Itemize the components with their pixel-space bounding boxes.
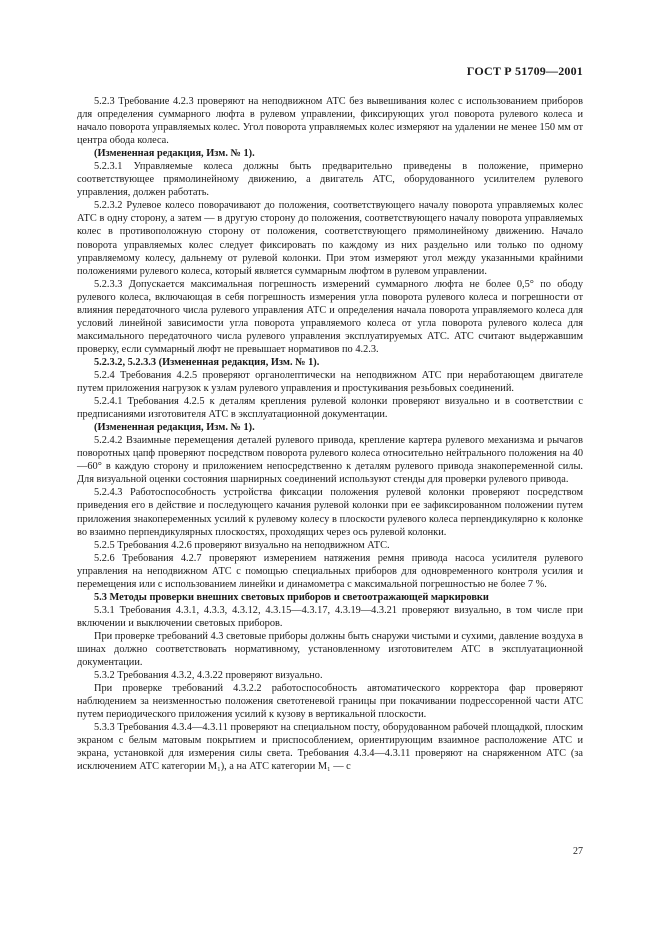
document-header: ГОСТ Р 51709—2001 [466,64,583,78]
paragraph: 5.3.3 Требования 4.3.4—4.3.11 проверяют на специальном посту, оборудованном рабочей площадкой, плоским экраном с белым матовым покрытием и приспособлением, ориентирующим взаимное расположение АТС и экрана, установкой для измерения силы света. Требования 4.3.4—4.3.11 проверяют на снаряженном АТС (за исключением АТС категории M₁), а на АТС категории M₁ — с [77,722,583,773]
paragraph: При проверке требований 4.3.2.2 работоспособность автоматического корректора фар проверяют наблюдением за неизменностью положения светотеневой границы при покачивании подрессоренной части АТС путем периодического приложения усилий к кузову в вертикальной плоскости. [77,683,583,721]
document-body [77,95,583,773]
page-number: 27 [573,846,583,857]
paragraph: 5.2.6 Требования 4.2.7 проверяют измерением натяжения ремня привода насоса усилителя рулевого управления на неподвижном АТС с помощью специальных приборов для одновременного контроля усилия и перемещения или с использованием линейки и динамометра с максимальной погрешностью не более 7 %. [77,552,583,590]
paragraph: 5.2.4.1 Требования 4.2.5 к деталям крепления рулевой колонки проверяют визуально и в соответствии с предписаниями изготовителя АТС в эксплуатационной документации. [77,396,583,421]
paragraph: 5.2.3.2 Рулевое колесо поворачивают до положения, соответствующего началу поворота управляемых колес АТС в одну сторону, а затем — в другую сторону до положения, соответствующего началу поворота управляемых колес в противоположную сторону от положения, соответствующего прямолинейному движению. Начало поворота управляемых колес следует фиксировать по каждому из них раздельно или только по одному управляемому колесу, дальнему от рулевой колонки. При этом измеряют угол между указанными крайними положениями рулевого колеса, который является суммарным люфтом в рулевом управлении. [77,200,583,277]
paragraph: 5.2.4 Требования 4.2.5 проверяют органолептически на неподвижном АТС при неработающем двигателе путем приложения нагрузок к узлам рулевого управления и простукивания резьбовых соединений. [77,369,583,395]
paragraph: 5.2.3.3 Допускается максимальная погрешность измерений суммарного люфта не более 0,5° по ободу рулевого колеса, включающая в себя погрешность измерения угла поворота рулевого колеса и погрешности от влияния передаточного числа рулевого управления АТС и определения начала поворота управляемого колеса для условий линейной зависимости угла поворота управляемого колеса от угла поворота рулевого колеса для максимального передаточного числа рулевого управления эксплуатируемых АТС. АТС считают выдержавшим проверку, если суммарный люфт не превышает нормативов по 4.2.3. [77,278,583,355]
paragraph: При проверке требований 4.3 световые приборы должны быть снаружи чистыми и сухими, давление воздуха в шинах должно соответствовать нормативному, установленному изготовителем АТС в эксплуатационной документации. [77,630,583,669]
section-heading: (Измененная редакция, Изм. № 1). [94,422,255,434]
paragraph: 5.2.4.2 Взаимные перемещения деталей рулевого привода, крепление картера рулевого механизма и рычагов поворотных цапф проверяют посредством поворота рулевого колеса относительно нейтрального положения на 40—60° в каждую сторону и приложением непосредственно к деталям рулевого привода знакопеременной силы. Для визуальной оценки состояния шарнирных соединений используют стенды для проверки рулевого привода. [77,435,583,486]
paragraph: 5.2.5 Требования 4.2.6 проверяют визуально на неподвижном АТС. [94,539,390,551]
paragraph: 5.3.2 Требования 4.3.2, 4.3.22 проверяют визуально. [94,670,323,682]
paragraph: 5.2.3 Требование 4.2.3 проверяют на неподвижном АТС без вывешивания колес с использованием приборов для определения суммарного люфта в рулевом управлении, фиксирующих угол поворота рулевого колеса и начало поворота управляемых колес. Угол поворота управляемых колес измеряют на удалении не менее 150 мм от центра обода колеса. [77,96,583,147]
section-heading: 5.2.3.2, 5.2.3.3 (Измененная редакция, Изм. № 1). [94,356,320,368]
paragraph: 5.3.1 Требования 4.3.1, 4.3.3, 4.3.12, 4.3.15—4.3.17, 4.3.19—4.3.21 проверяют визуально, в том числе при включении и выключении световых приборов. [77,604,583,629]
section-heading: 5.3 Методы проверки внешних световых приборов и светоотражающей маркировки [94,591,489,603]
paragraph: 5.2.3.1 Управляемые колеса должны быть предварительно приведены в положение, примерно соответствующее прямолинейному движению, а двигатель АТС, оборудованного усилителем рулевого управления, должен работать. [77,161,583,199]
section-heading: (Измененная редакция, Изм. № 1). [94,148,255,160]
paragraph: 5.2.4.3 Работоспособность устройства фиксации положения рулевой колонки проверяют посредством приведения его в действие и последующего качания рулевой колонки при ее зафиксированном положении путем приложения знакопеременных усилий к рулевому колесу в плоскости рулевого колеса перпендикулярно к колонке во взаимно перпендикулярных плоскостях, проходящих через ось рулевой колонки. [77,487,583,538]
